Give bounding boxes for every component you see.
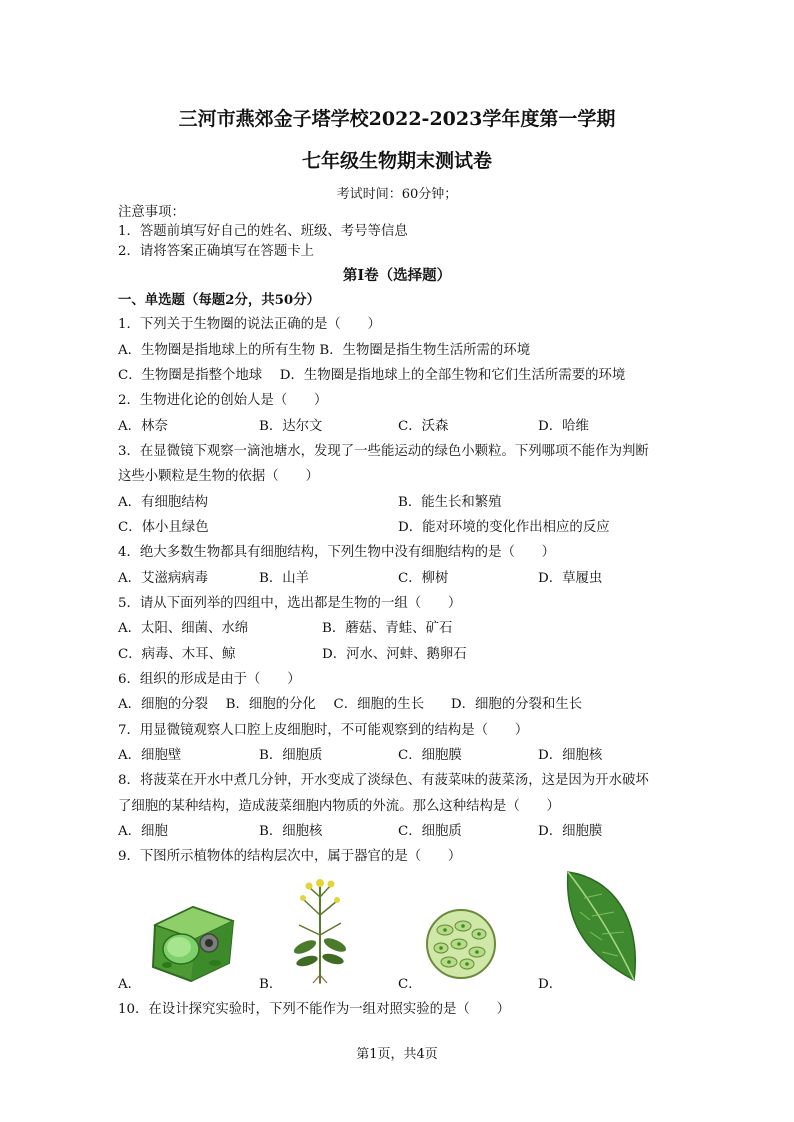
question-10: 10．在设计探究实验时，下列不能作为一组对照实验的是（ ） [118, 1002, 510, 1017]
q3-option-c: C．体小且绿色 [118, 520, 209, 535]
whole-plant-image [285, 875, 355, 985]
q8-option-b: B．细胞核 [259, 824, 323, 839]
tissue-image [425, 908, 497, 980]
q2-option-d: D．哈维 [538, 419, 589, 434]
question-6: 6．组织的形成是由于（ ） [118, 672, 301, 687]
q5-option-b: B．蘑菇、青蛙、矿石 [322, 621, 453, 636]
q9-label-c: C． [398, 977, 422, 992]
exam-title: 三河市燕郊金子塔学校2022-2023学年度第一学期 [178, 108, 616, 130]
question-3-line2: 这些小颗粒是生物的依据（ ） [118, 469, 319, 484]
question-7: 7．用显微镜观察人口腔上皮细胞时，不可能观察到的结构是（ ） [118, 723, 529, 738]
q4-option-b: B．山羊 [259, 571, 310, 586]
question-8-line1: 8．将菠菜在开水中煮几分钟，开水变成了淡绿色、有菠菜味的菠菜汤，这是因为开水破坏 [118, 773, 649, 788]
question-1: 1．下列关于生物圈的说法正确的是（ ） [118, 317, 381, 332]
q8-option-a: A．细胞 [118, 824, 168, 839]
note-item: 1．答题前填写好自己的姓名、班级、考号等信息 [118, 224, 408, 239]
page-footer: 第1页，共4页 [356, 1047, 438, 1062]
q5-option-c: C．病毒、木耳、鲸 [118, 647, 236, 662]
q2-option-c: C．沃森 [398, 419, 449, 434]
q9-label-d: D． [538, 977, 563, 992]
q3-option-a: A．有细胞结构 [118, 495, 209, 510]
exam-time: 考试时间：60分钟； [336, 187, 458, 202]
question-4: 4．绝大多数生物都具有细胞结构，下列生物中没有细胞结构的是（ ） [118, 545, 556, 560]
q5-option-a: A．太阳、细菌、水绵 [118, 621, 249, 636]
q7-option-d: D．细胞核 [538, 748, 603, 763]
q4-option-d: D．草履虫 [538, 571, 603, 586]
q7-option-c: C．细胞膜 [398, 748, 462, 763]
q7-option-b: B．细胞质 [259, 748, 323, 763]
leaf-image [562, 868, 644, 986]
section-title: 第I卷（选择题） [342, 267, 452, 284]
q6-options-row: A．细胞的分裂 B．细胞的分化 C．细胞的生长 D．细胞的分裂和生长 [118, 697, 583, 712]
q9-label-a: A． [118, 977, 142, 992]
question-8-line2: 了细胞的某种结构，造成菠菜细胞内物质的外流。那么这种结构是（ ） [118, 799, 560, 814]
q3-option-d: D．能对环境的变化作出相应的反应 [398, 520, 610, 535]
q9-label-b: B． [259, 977, 283, 992]
q3-option-b: B．能生长和繁殖 [398, 495, 502, 510]
q5-option-d: D．河水、河蚌、鹅卵石 [322, 647, 467, 662]
note-item: 2．请将答案正确填写在答题卡上 [118, 244, 314, 259]
notes-heading: 注意事项： [118, 205, 185, 220]
question-5: 5．请从下面列举的四组中，选出都是生物的一组（ ） [118, 596, 462, 611]
q4-option-c: C．柳树 [398, 571, 449, 586]
q1-options-row1: A．生物圈是指地球上的所有生物 B．生物圈是指生物生活所需的环境 [118, 343, 531, 358]
q4-option-a: A．艾滋病病毒 [118, 571, 209, 586]
part-title: 一、单选题（每题2分，共50分） [118, 292, 321, 308]
plant-cell-image [145, 895, 241, 985]
question-9: 9．下图所示植物体的结构层次中，属于器官的是（ ） [118, 849, 462, 864]
question-3-line1: 3．在显微镜下观察一滴池塘水，发现了一些能运动的绿色小颗粒。下列哪项不能作为判断 [118, 444, 649, 459]
q2-option-a: A．林奈 [118, 419, 168, 434]
question-2: 2．生物进化论的创始人是（ ） [118, 393, 328, 408]
q8-option-c: C．细胞质 [398, 824, 462, 839]
exam-subtitle: 七年级生物期末测试卷 [301, 150, 492, 172]
q8-option-d: D．细胞膜 [538, 824, 603, 839]
q7-option-a: A．细胞壁 [118, 748, 182, 763]
q1-options-row2: C．生物圈是指整个地球 D．生物圈是指地球上的全部生物和它们生活所需要的环境 [118, 368, 626, 383]
q2-option-b: B．达尔文 [259, 419, 323, 434]
